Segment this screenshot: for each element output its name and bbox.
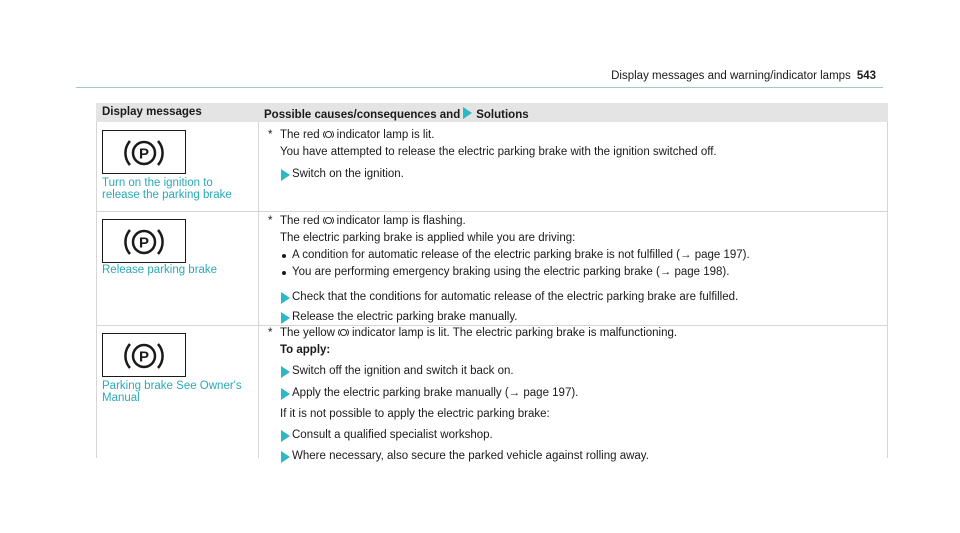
action-arrow-icon bbox=[281, 292, 290, 304]
cause-line bbox=[280, 325, 677, 342]
table-header bbox=[96, 103, 888, 122]
cause-post: indicator lamp is flashing. bbox=[336, 215, 466, 227]
parking-lamp-icon bbox=[323, 129, 334, 140]
message-line: release the parking brake bbox=[102, 189, 232, 201]
row-divider bbox=[96, 211, 888, 212]
action-arrow-icon bbox=[281, 312, 290, 324]
parking-lamp-icon bbox=[338, 327, 349, 338]
running-head-title: Display messages and warning/indicator lamps bbox=[611, 70, 851, 82]
detail-text: You have attempted to release the electric parking brake with the ignition switched off. bbox=[280, 146, 717, 158]
svg-text:P: P bbox=[138, 145, 150, 163]
message-parking-brake-see-manual bbox=[102, 380, 252, 404]
display-messages-table bbox=[96, 103, 888, 462]
cause-pre: The red bbox=[280, 215, 320, 227]
svg-text:P: P bbox=[138, 234, 150, 252]
action-arrow-icon bbox=[281, 169, 290, 181]
message-line: Release parking brake bbox=[102, 264, 218, 276]
table-right-border bbox=[887, 122, 888, 458]
cause-post: indicator lamp is lit. The electric parking brake is malfunctioning. bbox=[351, 327, 678, 339]
cause-line bbox=[280, 213, 466, 230]
parking-brake-icon bbox=[102, 219, 186, 263]
page-number: 543 bbox=[856, 70, 876, 82]
action-arrow-icon bbox=[281, 451, 290, 463]
message-line: Parking brake See Owner's bbox=[102, 380, 242, 392]
col-header-causes bbox=[264, 107, 529, 121]
column-divider bbox=[258, 122, 259, 458]
action-text: Check that the conditions for automatic release of the electric parking brake are fulfilled. bbox=[292, 291, 739, 303]
footnote-star: * bbox=[268, 129, 273, 141]
footnote-star: * bbox=[268, 327, 273, 339]
action-arrow-icon bbox=[281, 366, 290, 378]
parking-brake-icon bbox=[102, 130, 186, 174]
parking-lamp-icon bbox=[323, 215, 334, 226]
bullet-text: A condition for automatic release of the electric parking brake is not fulfilled (→ page 197). bbox=[292, 249, 750, 261]
message-release-parking-brake bbox=[102, 264, 252, 276]
action-arrow-icon bbox=[281, 388, 290, 400]
action-text: Switch off the ignition and switch it back on. bbox=[292, 365, 514, 377]
cause-pre: The yellow bbox=[280, 327, 335, 339]
cause-line bbox=[280, 127, 434, 144]
header-rule bbox=[76, 87, 883, 88]
cause-pre: The red bbox=[280, 129, 320, 141]
to-apply-heading: To apply: bbox=[280, 344, 331, 356]
action-text: Release the electric parking brake manually. bbox=[292, 311, 518, 323]
action-text: Where necessary, also secure the parked vehicle against rolling away. bbox=[292, 450, 649, 462]
detail-text: The electric parking brake is applied while you are driving: bbox=[280, 232, 576, 244]
table-left-border bbox=[96, 122, 97, 458]
action-arrow-icon bbox=[281, 430, 290, 442]
solution-arrow-icon bbox=[463, 107, 472, 119]
col-header-display-messages: Display messages bbox=[102, 106, 202, 118]
running-head bbox=[611, 70, 876, 82]
col-header-solutions: Solutions bbox=[476, 109, 529, 121]
footnote-star: * bbox=[268, 215, 273, 227]
action-text: Consult a qualified specialist workshop. bbox=[292, 429, 493, 441]
message-line: Manual bbox=[102, 392, 140, 404]
bullet-dot bbox=[282, 271, 286, 275]
parking-brake-icon bbox=[102, 333, 186, 377]
cause-post: indicator lamp is lit. bbox=[336, 129, 435, 141]
bullet-text: You are performing emergency braking using the electric parking brake (→ page 198). bbox=[292, 266, 730, 278]
action-text: Apply the electric parking brake manually (→ page 197). bbox=[292, 387, 579, 399]
note-text: If it is not possible to apply the electric parking brake: bbox=[280, 408, 550, 420]
action-text: Switch on the ignition. bbox=[292, 168, 404, 180]
message-line: Turn on the ignition to bbox=[102, 177, 213, 189]
message-turn-on-ignition bbox=[102, 177, 252, 201]
col-header-causes-prefix: Possible causes/consequences and bbox=[264, 109, 461, 121]
bullet-dot bbox=[282, 254, 286, 258]
svg-text:P: P bbox=[138, 348, 150, 366]
